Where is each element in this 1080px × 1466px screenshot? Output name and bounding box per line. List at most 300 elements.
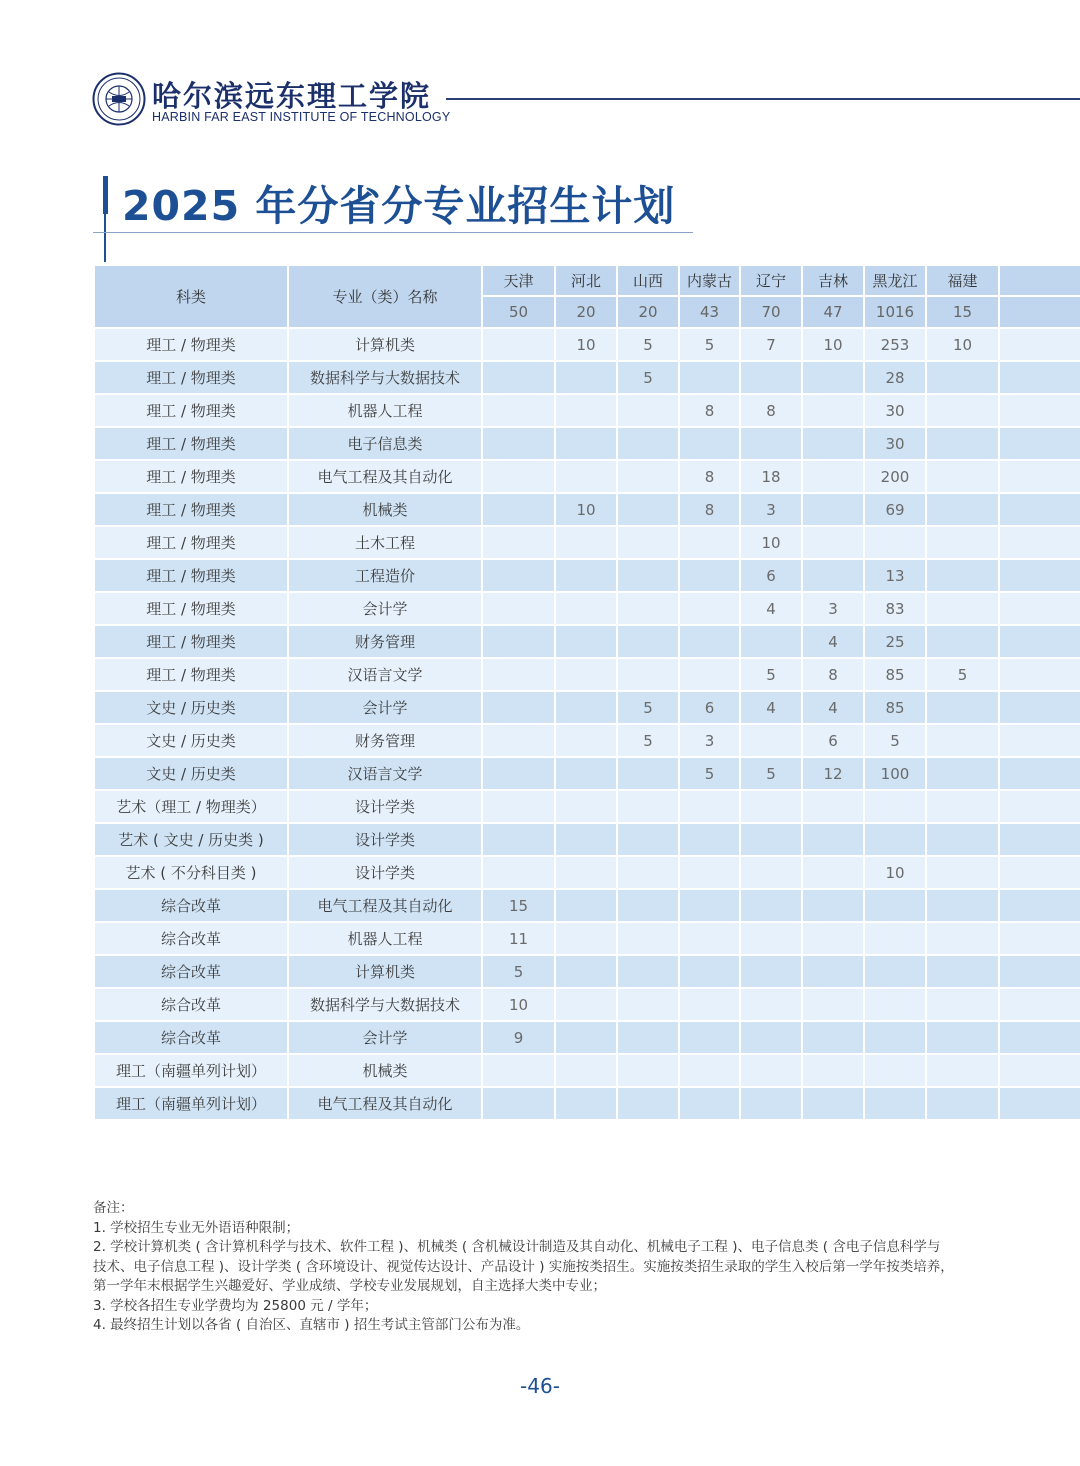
note-line: 4. 最终招生计划以各省 ( 自治区、直辖市 ) 招生考试主管部门公布为准。	[93, 1317, 530, 1333]
row-value	[555, 658, 617, 691]
row-value	[679, 922, 740, 955]
row-value	[555, 1087, 617, 1120]
row-value	[999, 394, 1080, 427]
row-value: 69	[864, 493, 926, 526]
row-value	[617, 526, 679, 559]
row-value: 11	[482, 922, 555, 955]
row-value	[802, 790, 864, 823]
row-value	[999, 625, 1080, 658]
province-quota: 50	[482, 296, 555, 328]
row-category: 理工 / 物理类	[94, 559, 288, 592]
row-value	[999, 823, 1080, 856]
row-category: 理工 / 物理类	[94, 427, 288, 460]
row-value	[482, 493, 555, 526]
row-value	[802, 427, 864, 460]
row-value	[617, 922, 679, 955]
table-row	[94, 724, 1080, 757]
table-row	[94, 889, 1080, 922]
row-value: 28	[864, 361, 926, 394]
row-major: 设计学类	[288, 823, 482, 856]
row-value	[802, 493, 864, 526]
table-row	[94, 658, 1080, 691]
row-value: 18	[740, 460, 802, 493]
title-underline	[93, 232, 693, 233]
row-value: 5	[617, 691, 679, 724]
row-value	[926, 988, 999, 1021]
row-value	[740, 790, 802, 823]
row-value: 3	[802, 592, 864, 625]
row-value	[482, 625, 555, 658]
row-value	[555, 790, 617, 823]
row-value	[740, 856, 802, 889]
row-value	[555, 724, 617, 757]
row-value	[740, 1021, 802, 1054]
row-category: 理工 / 物理类	[94, 394, 288, 427]
row-value: 5	[864, 724, 926, 757]
row-value	[999, 691, 1080, 724]
brand-name-en: HARBIN FAR EAST INSTITUTE OF TECHNOLOGY	[152, 110, 451, 124]
note-line: 技术、电子信息工程 )、设计学类 ( 含环境设计、视觉传达设计、产品设计 ) 实施按类招生。实施按类招生录取的学生入校后第一学年按类培养，	[93, 1258, 954, 1275]
notes-heading: 备注：	[93, 1200, 134, 1216]
row-value	[740, 889, 802, 922]
row-value	[864, 955, 926, 988]
row-value: 5	[679, 757, 740, 790]
row-value	[926, 460, 999, 493]
table-row	[94, 328, 1080, 361]
row-value	[740, 1087, 802, 1120]
brand-name-cn: 哈尔滨远东理工学院	[152, 79, 432, 113]
row-category: 理工 / 物理类	[94, 658, 288, 691]
row-value	[555, 889, 617, 922]
row-value	[740, 922, 802, 955]
row-value: 12	[802, 757, 864, 790]
table-row	[94, 460, 1080, 493]
row-value	[999, 427, 1080, 460]
table-row	[94, 559, 1080, 592]
row-value: 5	[617, 328, 679, 361]
row-value	[617, 889, 679, 922]
table-body	[94, 328, 1080, 1120]
row-value	[802, 1054, 864, 1087]
row-value	[740, 625, 802, 658]
row-value	[679, 889, 740, 922]
row-value	[999, 1087, 1080, 1120]
row-value	[926, 790, 999, 823]
row-value	[926, 1021, 999, 1054]
row-category: 理工 / 物理类	[94, 361, 288, 394]
row-value	[617, 1054, 679, 1087]
row-category: 理工 / 物理类	[94, 460, 288, 493]
row-value: 13	[864, 559, 926, 592]
row-value	[802, 460, 864, 493]
province-quota: 47	[802, 296, 864, 328]
header-divider	[446, 98, 1080, 100]
row-value	[999, 460, 1080, 493]
row-value	[802, 988, 864, 1021]
row-category: 综合改革	[94, 922, 288, 955]
province-header: 辽宁	[740, 265, 802, 296]
row-value: 7	[740, 328, 802, 361]
row-value	[482, 526, 555, 559]
row-value: 8	[802, 658, 864, 691]
row-value	[679, 658, 740, 691]
row-major: 机器人工程	[288, 922, 482, 955]
row-value	[926, 823, 999, 856]
row-value	[864, 790, 926, 823]
row-value	[802, 889, 864, 922]
row-category: 理工 / 物理类	[94, 592, 288, 625]
row-value: 5	[740, 658, 802, 691]
row-value	[679, 559, 740, 592]
row-value	[802, 1087, 864, 1120]
row-value	[555, 361, 617, 394]
table-row	[94, 823, 1080, 856]
row-category: 文史 / 历史类	[94, 691, 288, 724]
row-value	[555, 592, 617, 625]
row-major: 汉语言文学	[288, 757, 482, 790]
province-quota: 70	[740, 296, 802, 328]
row-value	[926, 691, 999, 724]
row-value	[679, 823, 740, 856]
row-value: 200	[864, 460, 926, 493]
row-value	[482, 691, 555, 724]
row-value	[999, 1054, 1080, 1087]
row-value	[617, 394, 679, 427]
row-major: 机器人工程	[288, 394, 482, 427]
row-value	[802, 823, 864, 856]
row-category: 艺术（理工 / 物理类）	[94, 790, 288, 823]
row-value: 5	[679, 328, 740, 361]
row-value: 10	[802, 328, 864, 361]
table-row	[94, 691, 1080, 724]
row-value	[926, 1087, 999, 1120]
row-value: 5	[617, 724, 679, 757]
row-value	[740, 988, 802, 1021]
row-major: 机械类	[288, 1054, 482, 1087]
row-value	[679, 526, 740, 559]
header-category: 科类	[94, 265, 288, 328]
province-quota: 15	[926, 296, 999, 328]
row-value	[999, 592, 1080, 625]
row-value	[802, 559, 864, 592]
row-value: 15	[482, 889, 555, 922]
table-row	[94, 394, 1080, 427]
province-header: 内蒙古	[679, 265, 740, 296]
row-value	[555, 559, 617, 592]
row-major: 设计学类	[288, 856, 482, 889]
province-header: 天津	[482, 265, 555, 296]
row-value: 25	[864, 625, 926, 658]
row-major: 数据科学与大数据技术	[288, 361, 482, 394]
row-value	[999, 526, 1080, 559]
row-major: 会计学	[288, 691, 482, 724]
row-value	[617, 790, 679, 823]
page-number: -46-	[520, 1374, 560, 1398]
row-value	[679, 856, 740, 889]
row-value	[482, 823, 555, 856]
row-value	[617, 427, 679, 460]
row-value	[482, 460, 555, 493]
row-value	[617, 823, 679, 856]
row-value	[802, 922, 864, 955]
row-value: 10	[926, 328, 999, 361]
row-value	[555, 427, 617, 460]
row-value	[740, 361, 802, 394]
row-value	[802, 394, 864, 427]
row-value: 6	[679, 691, 740, 724]
row-value	[864, 922, 926, 955]
row-value	[617, 988, 679, 1021]
row-value	[999, 955, 1080, 988]
table-row	[94, 790, 1080, 823]
row-value	[555, 922, 617, 955]
row-value	[926, 955, 999, 988]
row-value	[926, 361, 999, 394]
row-value: 85	[864, 658, 926, 691]
row-value	[926, 427, 999, 460]
row-value	[740, 955, 802, 988]
row-value	[617, 625, 679, 658]
row-value	[864, 988, 926, 1021]
row-value	[740, 823, 802, 856]
title-accent-bar	[103, 176, 108, 214]
province-quota: 20	[617, 296, 679, 328]
row-value	[482, 361, 555, 394]
table-row	[94, 1054, 1080, 1087]
row-value: 8	[740, 394, 802, 427]
row-value: 3	[679, 724, 740, 757]
row-value	[679, 1087, 740, 1120]
row-value	[999, 328, 1080, 361]
row-value	[555, 823, 617, 856]
row-major: 设计学类	[288, 790, 482, 823]
row-value: 8	[679, 394, 740, 427]
row-value	[555, 1021, 617, 1054]
row-value: 5	[482, 955, 555, 988]
row-category: 艺术 ( 不分科目类 )	[94, 856, 288, 889]
row-value	[926, 856, 999, 889]
row-value	[679, 625, 740, 658]
row-value	[802, 856, 864, 889]
row-major: 电气工程及其自动化	[288, 889, 482, 922]
row-value: 30	[864, 394, 926, 427]
row-value	[679, 988, 740, 1021]
table-row	[94, 922, 1080, 955]
row-value	[926, 922, 999, 955]
row-value	[482, 394, 555, 427]
row-value	[555, 394, 617, 427]
row-value	[555, 988, 617, 1021]
row-category: 理工 / 物理类	[94, 493, 288, 526]
row-value	[926, 394, 999, 427]
row-value	[617, 1021, 679, 1054]
row-value	[482, 658, 555, 691]
note-line: 第一学年末根据学生兴趣爱好、学业成绩、学校专业发展规划，自主选择大类中专业；	[93, 1278, 606, 1294]
row-value	[482, 1054, 555, 1087]
row-value: 5	[926, 658, 999, 691]
row-value	[999, 988, 1080, 1021]
row-major: 财务管理	[288, 724, 482, 757]
note-line: 2. 学校计算机类 ( 含计算机科学与技术、软件工程 )、机械类 ( 含机械设计制造及其自动化、机械电子工程 )、电子信息类 ( 含电子信息科学与	[93, 1239, 941, 1255]
row-value	[617, 856, 679, 889]
row-value: 100	[864, 757, 926, 790]
page-title: 2025 年分省分专业招生计划	[122, 182, 676, 230]
row-major: 电气工程及其自动化	[288, 1087, 482, 1120]
table-row	[94, 427, 1080, 460]
row-value	[679, 427, 740, 460]
row-value	[482, 1087, 555, 1120]
row-category: 艺术 ( 文史 / 历史类 )	[94, 823, 288, 856]
row-value: 8	[679, 460, 740, 493]
province-header	[999, 265, 1080, 296]
table-row	[94, 1021, 1080, 1054]
row-value	[999, 724, 1080, 757]
row-value	[482, 559, 555, 592]
row-value	[926, 625, 999, 658]
row-category: 文史 / 历史类	[94, 724, 288, 757]
row-value: 10	[482, 988, 555, 1021]
province-header: 河北	[555, 265, 617, 296]
row-major: 工程造价	[288, 559, 482, 592]
table-row	[94, 757, 1080, 790]
row-major: 电子信息类	[288, 427, 482, 460]
row-value	[555, 757, 617, 790]
row-value: 6	[802, 724, 864, 757]
table-row	[94, 988, 1080, 1021]
row-value: 30	[864, 427, 926, 460]
row-value: 4	[802, 625, 864, 658]
row-value	[555, 625, 617, 658]
row-value: 5	[617, 361, 679, 394]
table-row	[94, 526, 1080, 559]
row-value	[555, 691, 617, 724]
row-value	[482, 724, 555, 757]
header-row-provinces	[94, 265, 1080, 296]
row-major: 土木工程	[288, 526, 482, 559]
row-value: 4	[802, 691, 864, 724]
row-major: 数据科学与大数据技术	[288, 988, 482, 1021]
row-value	[999, 790, 1080, 823]
row-value	[555, 526, 617, 559]
row-category: 综合改革	[94, 955, 288, 988]
notes-section	[93, 1199, 993, 1336]
row-value	[740, 724, 802, 757]
row-value	[617, 559, 679, 592]
province-quota: 1016	[864, 296, 926, 328]
row-value	[482, 757, 555, 790]
row-value: 3	[740, 493, 802, 526]
school-seal-logo	[92, 72, 146, 126]
row-major: 机械类	[288, 493, 482, 526]
row-value	[555, 1054, 617, 1087]
row-value	[617, 658, 679, 691]
table-row	[94, 361, 1080, 394]
row-value: 10	[864, 856, 926, 889]
row-value	[999, 757, 1080, 790]
row-value	[740, 1054, 802, 1087]
province-header: 黑龙江	[864, 265, 926, 296]
row-value	[864, 1087, 926, 1120]
row-value: 10	[555, 328, 617, 361]
province-quota: 20	[555, 296, 617, 328]
row-value: 5	[740, 757, 802, 790]
row-value	[482, 592, 555, 625]
row-value	[482, 856, 555, 889]
row-value: 10	[555, 493, 617, 526]
row-value	[482, 427, 555, 460]
row-value	[617, 460, 679, 493]
table-row	[94, 592, 1080, 625]
header-major: 专业（类）名称	[288, 265, 482, 328]
row-category: 理工 / 物理类	[94, 625, 288, 658]
table-row	[94, 955, 1080, 988]
row-value	[617, 757, 679, 790]
row-value	[999, 559, 1080, 592]
row-value	[679, 592, 740, 625]
row-value	[926, 592, 999, 625]
row-major: 电气工程及其自动化	[288, 460, 482, 493]
province-header: 山西	[617, 265, 679, 296]
row-value	[679, 790, 740, 823]
row-value	[679, 955, 740, 988]
province-header: 福建	[926, 265, 999, 296]
row-value	[617, 493, 679, 526]
row-category: 理工（南疆单列计划）	[94, 1087, 288, 1120]
row-value: 6	[740, 559, 802, 592]
row-major: 财务管理	[288, 625, 482, 658]
table-row	[94, 493, 1080, 526]
row-value	[999, 493, 1080, 526]
row-value: 253	[864, 328, 926, 361]
row-value: 8	[679, 493, 740, 526]
row-value	[679, 1054, 740, 1087]
note-line: 3. 学校各招生专业学费均为 25800 元 / 学年；	[93, 1297, 378, 1314]
row-value	[864, 889, 926, 922]
row-value: 9	[482, 1021, 555, 1054]
row-value	[926, 1054, 999, 1087]
row-value	[999, 922, 1080, 955]
row-value	[802, 361, 864, 394]
row-value	[679, 1021, 740, 1054]
row-major: 计算机类	[288, 955, 482, 988]
row-value	[926, 526, 999, 559]
row-value	[617, 955, 679, 988]
province-header: 吉林	[802, 265, 864, 296]
province-quota: 43	[679, 296, 740, 328]
row-value	[864, 823, 926, 856]
row-category: 综合改革	[94, 889, 288, 922]
note-line: 1. 学校招生专业无外语语种限制；	[93, 1219, 300, 1236]
row-value	[679, 361, 740, 394]
row-category: 理工（南疆单列计划）	[94, 1054, 288, 1087]
row-value	[802, 526, 864, 559]
title-accent-line	[104, 214, 106, 262]
row-value	[999, 361, 1080, 394]
row-value	[864, 526, 926, 559]
table-row	[94, 856, 1080, 889]
row-major: 会计学	[288, 1021, 482, 1054]
row-value	[926, 757, 999, 790]
row-value	[864, 1054, 926, 1087]
row-value	[555, 955, 617, 988]
row-value	[802, 1021, 864, 1054]
enrollment-plan-table	[93, 264, 1080, 1121]
row-value	[482, 790, 555, 823]
row-value: 83	[864, 592, 926, 625]
row-value	[482, 328, 555, 361]
row-major: 会计学	[288, 592, 482, 625]
row-category: 综合改革	[94, 1021, 288, 1054]
